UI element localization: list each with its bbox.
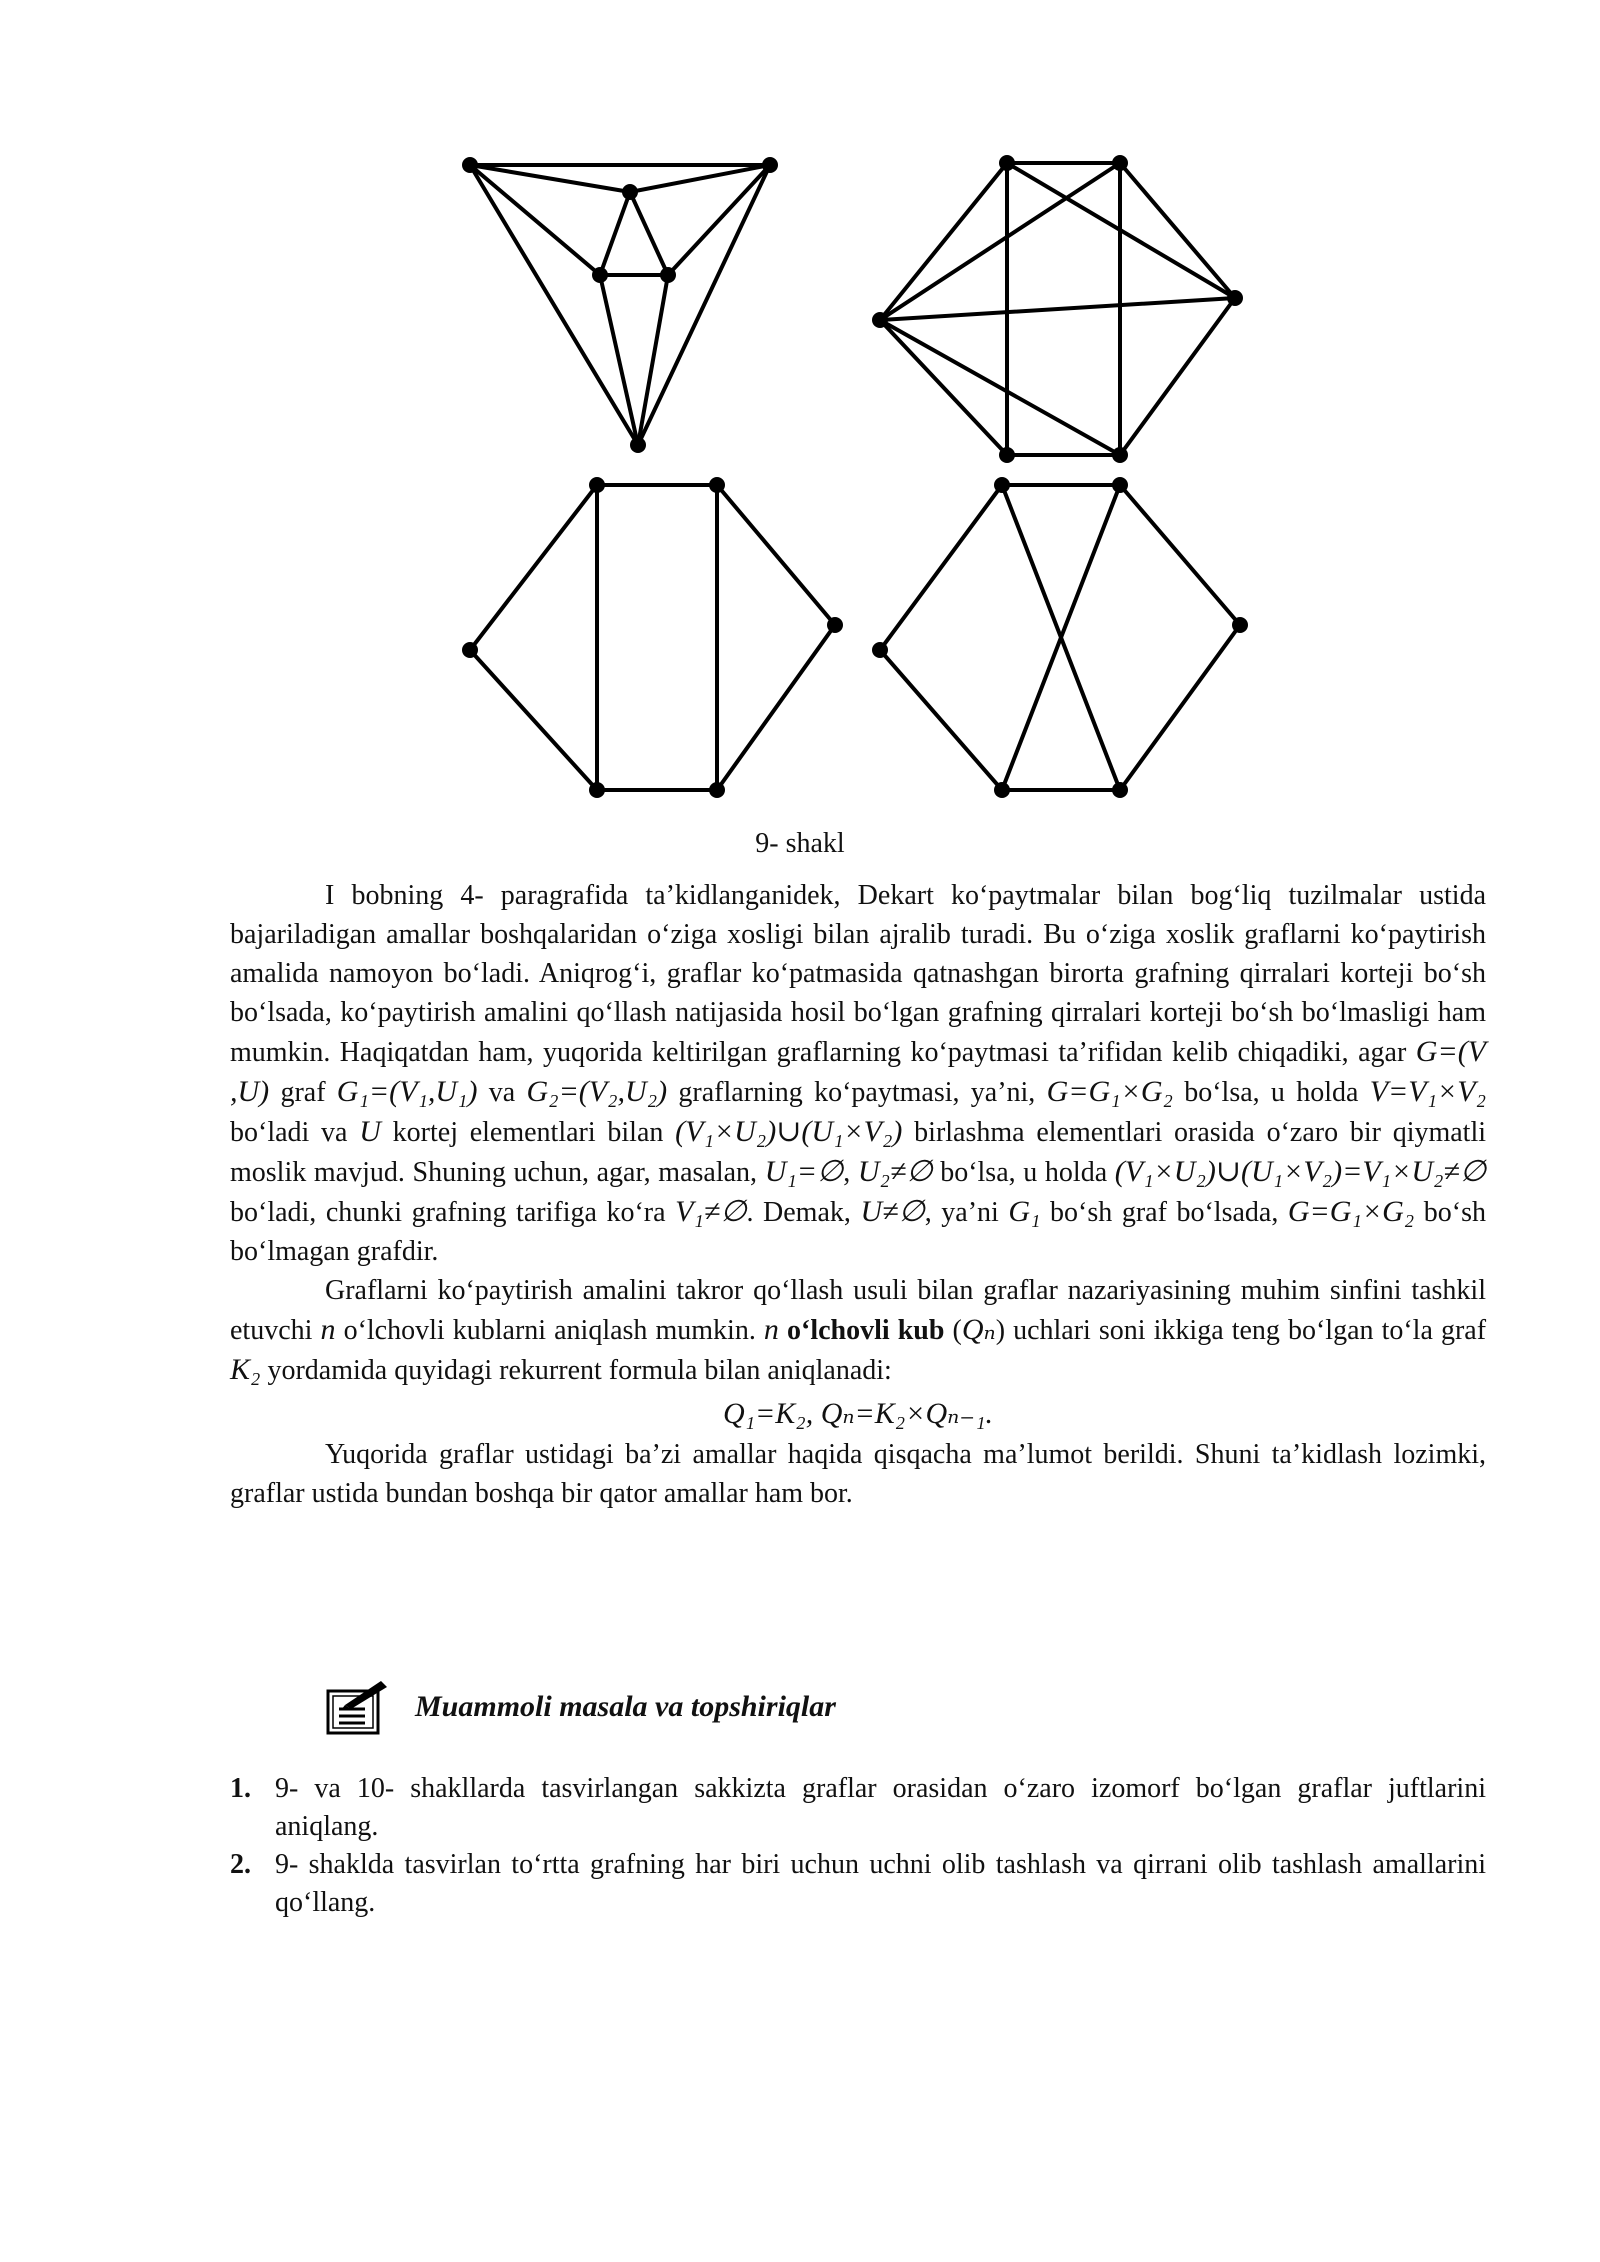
term-n-cube: o‘lchovli kub <box>787 1315 945 1346</box>
graph-triangle-nested-edge <box>600 275 638 445</box>
paragraph-2: Graflarni ko‘paytirish amalini takror qo‘llash usuli bilan graflar nazariyasining muhim sinfini tashkil etuvchi n o‘lchovli kublarni aniqlash mumkin. n o‘lchovli kub (Qₙ) uchlari soni ikkiga teng bo‘lgan to‘la graf K₂ yordamida quyidagi rekurrent formula bilan aniqlanadi: <box>230 1275 1487 1386</box>
graph-hexagon-parallel-vertex <box>709 782 725 798</box>
formula-product-2: G=G₁×G₂ <box>1287 1195 1415 1228</box>
formula-qn: Qₙ <box>961 1313 996 1346</box>
formula-product: G=G₁×G₂ <box>1046 1075 1173 1108</box>
graph-hexagon-crossed-edge <box>1120 298 1235 455</box>
formula-u: U <box>359 1115 381 1148</box>
graph-triangle-nested-vertex <box>622 184 638 200</box>
graph-hexagon-crossed-vertex <box>999 155 1015 171</box>
formula-u1-empty: U₁=∅ <box>764 1155 844 1188</box>
task-number: 1. <box>230 1773 251 1804</box>
graph-triangle-nested-vertex <box>762 157 778 173</box>
graph-hexagon-x-vertex <box>994 782 1010 798</box>
formula-v1-nonempty: V₁≠∅ <box>675 1195 747 1228</box>
graph-triangle-nested-edge <box>638 165 770 445</box>
graph-hexagon-crossed-edge <box>880 298 1235 320</box>
graph-hexagon-parallel-edge <box>717 485 835 625</box>
graph-hexagon-parallel-vertex <box>589 477 605 493</box>
graph-hexagon-x-edge <box>880 650 1002 790</box>
graph-hexagon-parallel-vertex <box>827 617 843 633</box>
body-text <box>230 876 1486 1513</box>
formula-union-result: (V₁×U₂)∪(U₁×V₂)=V₁×U₂≠∅ <box>1114 1155 1487 1188</box>
formula-n-2: n <box>763 1313 779 1346</box>
graph-hexagon-crossed-edge <box>880 163 1120 320</box>
formula-k2: K₂ <box>230 1353 261 1386</box>
section-heading <box>325 1672 836 1742</box>
graph-hexagon-parallel-vertex <box>709 477 725 493</box>
figure-9 <box>440 140 1260 800</box>
formula-g1-name: G₁ <box>1008 1195 1041 1228</box>
formula-g2: G₂=(V₂,U₂) <box>526 1075 668 1108</box>
recurrent-formula: Q₁=K₂, Qₙ=K₂×Qₙ₋₁. <box>722 1397 994 1430</box>
graph-hexagon-x-vertex <box>1232 617 1248 633</box>
list-item <box>230 1846 1486 1922</box>
graph-triangle-nested-edge <box>470 165 638 445</box>
graph-triangle-nested-vertex <box>592 267 608 283</box>
graph-triangle-nested-edge <box>638 275 668 445</box>
graph-hexagon-parallel-edge <box>470 485 597 650</box>
graph-hexagon-crossed-vertex <box>1112 447 1128 463</box>
graph-triangle-nested-edge <box>600 192 630 275</box>
graph-triangle-nested-vertex <box>660 267 676 283</box>
formula-u2-nonempty: U₂≠∅ <box>857 1155 933 1188</box>
graph-hexagon-parallel-vertex <box>589 782 605 798</box>
formula-g1: G₁=(V₁,U₁) <box>336 1075 478 1108</box>
graph-hexagon-crossed-edge <box>880 163 1007 320</box>
graph-hexagon-crossed-vertex <box>872 312 888 328</box>
section-heading-text: Muammoli masala va topshiriqlar <box>415 1690 836 1723</box>
formula-g: G=(V ,U) <box>230 1035 1487 1108</box>
graph-triangle-nested-edge <box>470 165 600 275</box>
task-text: 9- shaklda tasvirlan to‘rtta grafning har biri uchun uchni olib tashlash va qirrani olib tashlash amallarini qo‘llang. <box>275 1849 1486 1918</box>
graph-hexagon-x-vertex <box>1112 782 1128 798</box>
graph-triangle-nested-vertex <box>630 437 646 453</box>
graph-hexagon-crossed-vertex <box>1112 155 1128 171</box>
graph-hexagon-parallel-vertex <box>462 642 478 658</box>
graph-hexagon-crossed-vertex <box>999 447 1015 463</box>
paragraph-1: I bobning 4- paragrafida ta’kidlanganidek, Dekart ko‘paytmalar bilan bog‘liq tuzilmalar ustida bajariladigan amallar boshqalaridan o‘ziga xosligi bilan ajralib turadi. Bu o‘ziga xoslik graflarni ko‘paytirish amalida namoyon bo‘ladi. Aniqrog‘i, graflar ko‘patmasida qatnashgan birorta grafning qirralari korteji bo‘sh bo‘lsada, ko‘paytirish amalini qo‘llash natijasida hosil bo‘lgan grafning qirralari korteji bo‘sh bo‘lmasligi ham mumkin. Haqiqatdan ham, yuqorida keltirilgan graflarning ko‘paytmasi ta’rifidan kelib chiqadiki, agar G=(V ,U) graf G₁=(V₁,U₁) va G₂=(V₂,U₂) graflarning ko‘paytmasi, ya’ni, G=G₁×G₂ bo‘lsa, u holda V=V₁×V₂ bo‘ladi va U kortej elementlari bilan (V₁×U₂)∪(U₁×V₂) birlashma elementlari orasida o‘zaro bir qiymatli moslik mavjud. Shuning uchun, agar, masalan, U₁=∅, U₂≠∅ bo‘lsa, u holda (V₁×U₂)∪(U₁×V₂)=V₁×U₂≠∅ bo‘ladi, chunki grafning tarifiga ko‘ra V₁≠∅. Demak, U≠∅, ya’ni G₁ bo‘sh graf bo‘lsada, G=G₁×G₂ bo‘sh bo‘lmagan grafdir. <box>230 880 1487 1267</box>
graph-hexagon-x-edge <box>1120 485 1240 625</box>
list-item <box>230 1770 1486 1846</box>
graph-triangle-nested-vertex <box>462 157 478 173</box>
formula-union: (V₁×U₂)∪(U₁×V₂) <box>675 1115 903 1148</box>
graph-hexagon-crossed-edge <box>880 320 1007 455</box>
graph-hexagon-x-vertex <box>872 642 888 658</box>
graph-figure <box>440 140 1260 800</box>
task-number: 2. <box>230 1849 251 1880</box>
task-text: 9- va 10- shakllarda tasvirlangan sakkizta graflar orasidan o‘zaro izomorf bo‘lgan graflar juftlarini aniqlang. <box>275 1773 1486 1842</box>
graph-hexagon-crossed-vertex <box>1227 290 1243 306</box>
task-list <box>230 1770 1486 1922</box>
graph-hexagon-parallel-edge <box>470 650 597 790</box>
formula-u-nonempty: U≠∅ <box>860 1195 925 1228</box>
graph-hexagon-x-edge <box>1120 625 1240 790</box>
formula-n: n <box>320 1313 336 1346</box>
graph-hexagon-x-edge <box>880 485 1002 650</box>
graph-triangle-nested-edge <box>630 192 668 275</box>
formula-vertex-product: V=V₁×V₂ <box>1369 1075 1487 1108</box>
paragraph-3: Yuqorida graflar ustidagi ba’zi amallar haqida qisqacha ma’lumot berildi. Shuni ta’kidlash lozimki, graflar ustida bundan boshqa bir qator amallar ham bor. <box>230 1439 1486 1509</box>
graph-hexagon-crossed-edge <box>880 320 1120 455</box>
graph-hexagon-x-vertex <box>1112 477 1128 493</box>
graph-triangle-nested-edge <box>470 165 630 192</box>
graph-hexagon-parallel-edge <box>717 625 835 790</box>
figure-caption: 9- shakl <box>755 828 845 859</box>
graph-hexagon-crossed-edge <box>1120 163 1235 298</box>
graph-hexagon-x-vertex <box>994 477 1010 493</box>
pen-note-icon <box>325 1677 389 1737</box>
